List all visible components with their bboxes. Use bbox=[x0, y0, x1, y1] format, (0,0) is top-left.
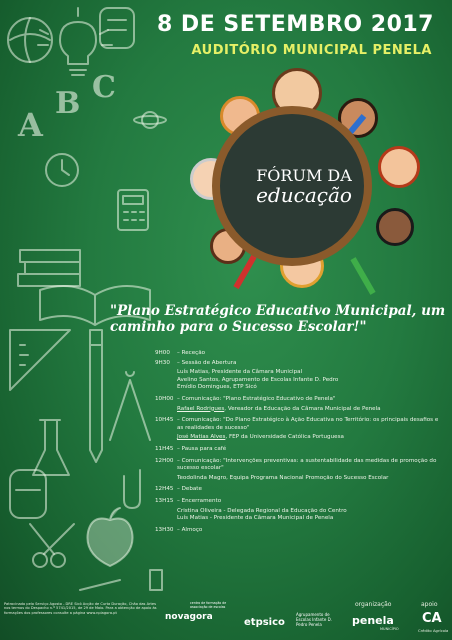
program-sub: Emídio Domingues, ETP Sicó bbox=[177, 384, 257, 391]
program-item: 11H45 – Pausa para café bbox=[155, 445, 227, 452]
kid-right-icon bbox=[378, 146, 420, 188]
theme-quote: "Plano Estratégico Educativo Municipal, um caminho para o Sucesso Escolar!" bbox=[110, 303, 446, 335]
program-list bbox=[155, 350, 445, 536]
doodle-letter-a: A bbox=[18, 106, 43, 144]
doodle-letter-b: B bbox=[55, 86, 81, 121]
program-text: Pausa para café bbox=[181, 445, 227, 452]
program-sub: José Matias Alves, FEP da Universidade Católica Portuguesa bbox=[177, 434, 344, 441]
program-text: Comunicação: "Plano Estratégico Educativo de Penela" bbox=[181, 395, 336, 402]
forum-illustration bbox=[180, 68, 442, 293]
event-date: 8 DE SETEMBRO 2017 bbox=[156, 12, 434, 37]
program-time: 13H30 bbox=[155, 526, 174, 533]
speaker-role: Vereador da Educação da Câmara Municipal de Penela bbox=[227, 405, 381, 412]
novagora-logo-text: novagora bbox=[165, 612, 213, 622]
agrupamento-logo-text: Agrupamento de Escolas Infante D. Pedro Penela bbox=[296, 612, 332, 627]
etpsico-logo-text: etpsico bbox=[244, 617, 285, 628]
program-time: 9H00 bbox=[155, 350, 170, 356]
program-text: Debate bbox=[181, 486, 202, 493]
organizacao-label: organização bbox=[355, 601, 392, 608]
novagora-caption: centro de formação de associação de escolas bbox=[190, 601, 227, 609]
program-text: Encerramento bbox=[181, 497, 222, 504]
doodle-letter-c: C bbox=[92, 70, 116, 105]
program-time: 9H30 bbox=[155, 359, 170, 366]
event-venue: AUDITÓRIO MUNICIPAL PENELA bbox=[191, 43, 432, 58]
kid-lowright-icon bbox=[376, 208, 414, 246]
program-time: 10H45 bbox=[155, 417, 174, 424]
program-sub: Avelino Santos, Agrupamento de Escolas Infante D. Pedro bbox=[177, 376, 339, 383]
program-text: Sessão de Abertura bbox=[181, 359, 237, 366]
program-time: 10H00 bbox=[155, 395, 174, 402]
etpsico-logo bbox=[244, 617, 285, 628]
forum-title bbox=[244, 166, 364, 207]
program-sub: Cristina Oliveira - Delegada Regional da Educação do Centro bbox=[177, 507, 347, 514]
program-item: 10H00 – Comunicação: "Plano Estratégico Educativo de Penela" bbox=[155, 395, 336, 402]
program-time: 12H00 bbox=[155, 457, 174, 464]
speaker-name: José Matias Alves bbox=[177, 434, 226, 441]
forum-title-line2: educação bbox=[256, 183, 352, 207]
program-time: 13H15 bbox=[155, 497, 174, 504]
program-time: 12H45 bbox=[155, 486, 174, 493]
program-time: 11H45 bbox=[155, 445, 174, 452]
penela-logo bbox=[352, 614, 394, 627]
program-sub: Teodolinda Magro, Equipa Programa Nacional Promoção do Sucesso Escolar bbox=[177, 474, 389, 481]
program-item: 10H45 – Comunicação: "Do Plano Estratégico à Ação Educativa no Território: os principais desafios e as realidades de sucesso" bbox=[155, 417, 439, 431]
agrupamento-logo bbox=[296, 612, 334, 627]
speaker-name: Rafael Rodrigues bbox=[177, 405, 225, 412]
program-item: 9H30 – Sessão de Abertura bbox=[155, 359, 237, 366]
lightbulb-doodle bbox=[60, 22, 96, 75]
penela-logo-text: penela bbox=[352, 614, 394, 627]
penela-caption: MUNICÍPIO bbox=[380, 627, 399, 631]
program-item: 9H00 – Receção bbox=[155, 350, 206, 356]
program-text: Comunicação: "Do Plano Estratégico à Ação Educativa no Território: os principais desafios e as realidades de sucesso" bbox=[177, 417, 439, 431]
program-text: Almoço bbox=[181, 526, 203, 533]
program-item: 12H45 – Debate bbox=[155, 486, 202, 493]
program-text: Receção bbox=[181, 350, 206, 356]
speaker-role: FEP da Universidade Católica Portuguesa bbox=[228, 434, 344, 441]
apoio-label: apoio bbox=[421, 601, 438, 608]
program-sub: Luís Matias, Presidente da Câmara Municipal bbox=[177, 369, 303, 376]
program-item: 13H30 – Almoço bbox=[155, 526, 203, 533]
ca-caption: Crédito Agrícola bbox=[418, 628, 449, 633]
cofinancing-note: Patrocinado pelo Serviço Agosto - DRE Sicó Acção de Curta Duração, Chão das Artes nos termos do Despacho n.º 5741/2015, de 29 de Maio. Para a obtenção de apoio às formações dos professores consulte a página www.npiagora.pt bbox=[4, 602, 157, 615]
ca-logo-text: CA bbox=[422, 611, 442, 626]
program-text: Comunicação: "Intervenções preventivas: a sustentabilidade das medidas de promoção do sucesso escolar" bbox=[177, 457, 437, 472]
program-item: 12H00 – Comunicação: "Intervenções preventivas: a sustentabilidade das medidas de promoção do sucesso escolar" bbox=[155, 457, 437, 472]
novagora-logo bbox=[165, 612, 213, 622]
forum-title-line1: FÓRUM DA bbox=[256, 166, 352, 185]
ca-logo bbox=[422, 611, 442, 626]
pencil-green-icon bbox=[350, 257, 375, 295]
program-sub: Rafael Rodrigues, Vereador da Educação da Câmara Municipal de Penela bbox=[177, 405, 381, 412]
program-sub: Luís Matias - Presidente da Câmara Municipal de Penela bbox=[177, 515, 334, 522]
program-item: 13H15 – Encerramento bbox=[155, 497, 222, 504]
